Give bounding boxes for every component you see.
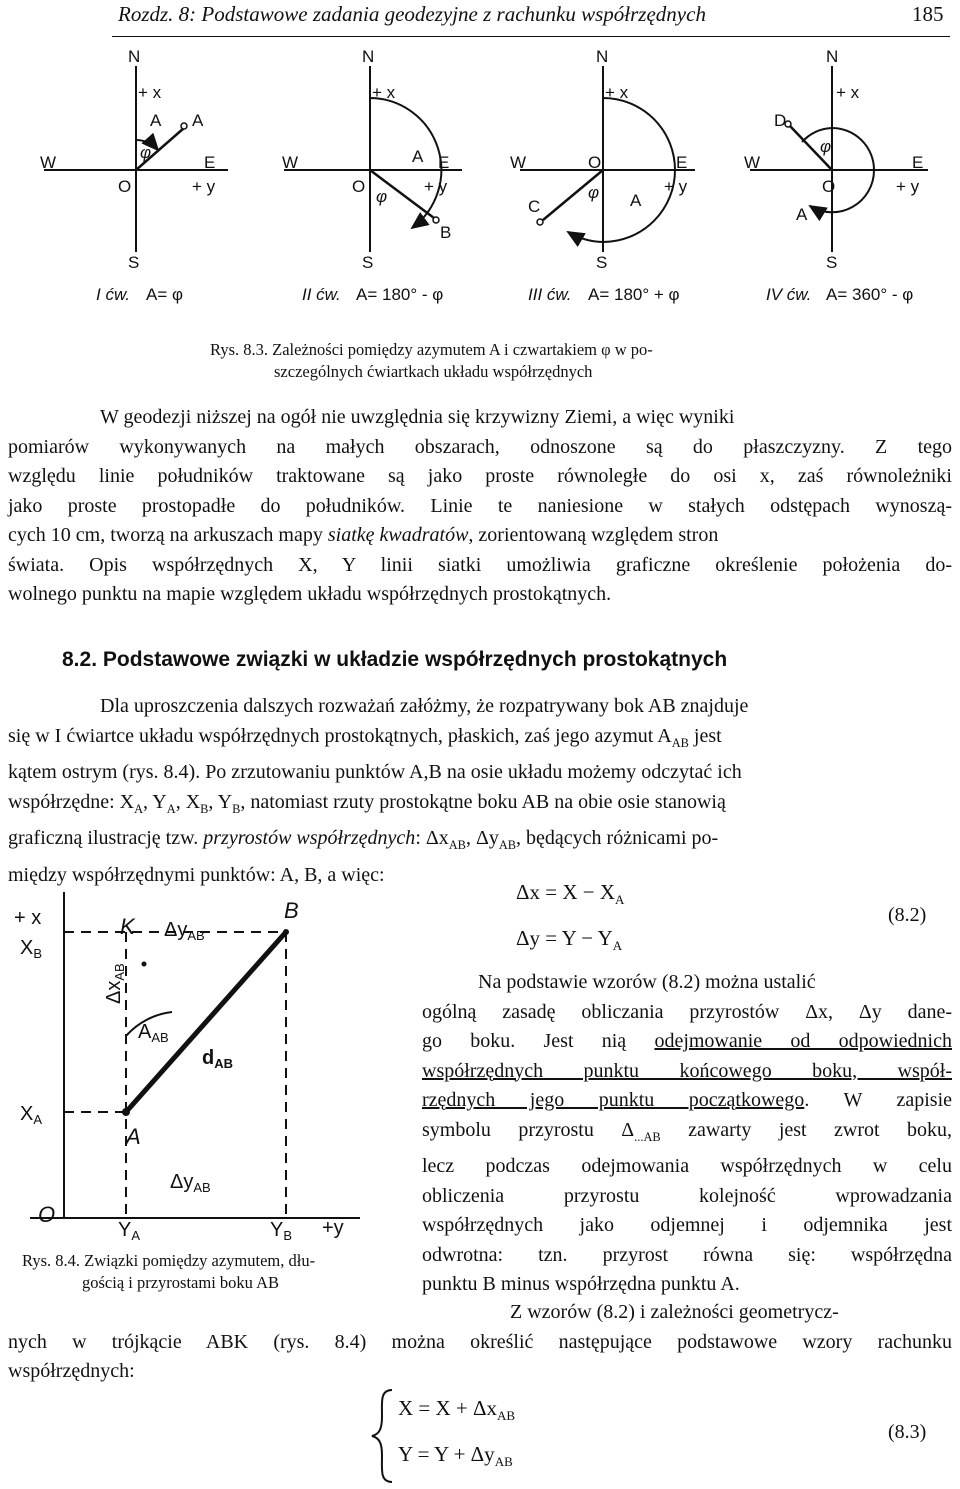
yb-label: $Y_B$ [270,1219,293,1243]
point-a-label: A [630,191,642,210]
plus-y-label: + y [896,177,920,196]
point-a-label: A [796,205,808,224]
quadrant-formula: A= 180° + φ [588,285,680,304]
phi-label: φ [588,183,600,202]
point-b-label: B [440,223,452,242]
n-label: N [128,47,141,66]
ya-label: $Y_A$ [118,1219,141,1243]
point-a-label: A [192,111,204,130]
text-line: współrzędnych punktu końcowego boku, współ- [422,1059,952,1082]
figure-8-4-caption-line2: gością i przyrostami boku AB [82,1273,280,1292]
distance-ab-label: $d_{AB}$ [202,1047,233,1071]
page-number: 185 [912,2,944,26]
quadrant-label: III ćw. [528,285,572,304]
text-line: nych w trójkącie ABK (rys. 8.4) można określić następujące podstawowe wzory rachunku [8,1330,952,1353]
w-label: W [510,153,527,172]
phi-label: φ [376,187,388,206]
phi-label: φ [820,137,832,156]
text-line: odwrotna: tzn. przyrost równa się: współrzędna [422,1243,952,1266]
e-label: E [912,153,924,172]
text-line: kątem ostrym (rys. 8.4). Po zrzutowaniu punktów A,B na osie układu możemy odczytać ich [8,761,742,783]
point-a-label: A [412,147,424,166]
s-label: S [362,253,374,272]
figure-8-3 [0,40,960,330]
equation-8-3-line2: $Y = Y + \Delta y_{AB}$ [398,1442,513,1470]
xa-label: $X_A$ [20,1103,43,1127]
quadrant-formula: A= 180° - φ [356,285,444,304]
text-line: współrzędnych jako odjemnej i odjemnika jest [422,1214,952,1236]
equation-8-2-line2: $\Delta y = Y - Y_A$ [516,926,623,954]
text-line: względu linie południków traktowane są jako proste równoległe do osi x, zaś równoleżniki [8,465,952,487]
quadrant-label: I ćw. [96,285,131,304]
text-line: ogólną zasadę obliczania przyrostów Δx, Δy dane- [422,1000,952,1023]
equation-8-2-line1: $\Delta x = X - X_A$ [516,880,625,908]
text-line: jako proste prostopadłe do południków. Linie te naniesione w stałych odstępach wynoszą- [8,494,952,517]
paragraph-1 [8,403,952,610]
text-line: graficzną ilustrację tzw. przyrostów współrzędnych: $\Delta x_{AB}$, $\Delta y_{AB}$, będących różnicami po- [8,827,719,852]
n-label: N [362,47,375,66]
e-label: E [204,153,216,172]
point-c-label: C [528,197,541,216]
origin-label: O [588,153,602,172]
n-label: N [596,47,609,66]
origin-label: O [38,1202,56,1227]
n-label: N [826,47,839,66]
origin-label: O [352,177,366,196]
phi-label: φ [140,143,152,162]
quadrant-formula: A= 360° - φ [826,285,914,304]
equation-8-3-number: (8.3) [888,1421,927,1443]
text-line: Na podstawie wzorów (8.2) można ustalić [478,971,816,993]
s-label: S [596,253,608,272]
figure-8-3-caption-line1: Rys. 8.3. Zależności pomiędzy azymutem A i czwartakiem φ w po- [210,340,653,359]
text-line: go boku. Jest nią odejmowanie od odpowiednich [422,1030,952,1052]
text-line: świata. Opis współrzędnych X, Y linii siatki umożliwia graficzne określenie położenia do- [8,553,952,576]
quadrant-label: II ćw. [302,285,341,304]
plus-y-label: + y [664,177,688,196]
text-line: między współrzędnymi punktów: A, B, a więc: [8,863,385,886]
header-rule [112,36,950,37]
text-line: lecz podczas odejmowania współrzędnych w celu [422,1155,952,1177]
text-line: współrzędne: $X_A$, $Y_A$, $X_B$, $Y_B$, natomiast rzuty prostokątne boku AB na obie osie stanowią [8,790,726,816]
e-label: E [438,153,450,172]
equation-8-2-number: (8.2) [888,904,927,926]
point-d-label: D [774,111,787,130]
text-line: pomiarów wykonywanych na małych obszarach, odnoszone są do płaszczyzny. Z tego [8,435,952,458]
dy-top-label: $\Delta y_{AB}$ [164,919,205,943]
plus-x-label: + x [14,907,42,929]
dx-label: $\Delta x_{AB}$ [103,963,127,1004]
text-line: punktu B minus współrzędna punktu A. [422,1273,740,1295]
text-line: rzędnych jego punktu początkowego. W zapisie [422,1089,953,1111]
quadrant-label: IV ćw. [766,285,812,304]
azimuth-ab-label: $A_{AB}$ [138,1021,169,1045]
quadrant-formula: A= φ [146,285,184,304]
origin-label: O [822,177,836,196]
text-line: cych 10 cm, tworzą na arkuszach mapy siatkę kwadratów, zorientowaną względem stron [8,524,719,546]
left-brace-icon [368,1386,398,1486]
text-line: Z wzorów (8.2) i zależności geometrycz- [510,1301,839,1323]
plus-x-label: + x [372,83,396,102]
s-label: S [128,253,140,272]
text-line: symbolu przyrostu $\Delta_{...AB}$ zawarty jest zwrot boku, [422,1118,952,1144]
origin-label: O [118,177,132,196]
figure-8-3-caption-line2: szczególnych ćwiartkach układu współrzędnych [274,362,593,381]
paragraph-3 [8,1298,952,1387]
right-column-text [422,968,952,1300]
point-b-label: B [284,898,299,923]
equation-8-3-line1: $X = X + \Delta x_{AB}$ [398,1396,516,1424]
w-label: W [744,153,761,172]
paragraph-2 [8,692,952,890]
point-a-label: A [150,111,162,130]
text-line: się w I ćwiartce układu współrzędnych prostokątnych, płaskich, zaś jego azymut $A_{AB}$ jest [8,724,722,750]
section-title: 8.2. Podstawowe związki w układzie współrzędnych prostokątnych [62,648,728,671]
plus-x-label: + x [605,83,629,102]
xb-label: $X_B$ [20,937,43,961]
figure-8-4-caption-line1: Rys. 8.4. Związki pomiędzy azymutem, dłu- [22,1251,316,1270]
point-a-label: A [126,1124,141,1149]
s-label: S [826,253,838,272]
e-label: E [676,153,688,172]
plus-y-label: + y [424,177,448,196]
text-line: wolnego punktu na mapie względem układu współrzędnych prostokątnych. [8,583,612,605]
w-label: W [40,153,57,172]
plus-x-label: + x [836,83,860,102]
text-line: W geodezji niższej na ogół nie uwzględnia się krzywizny Ziemi, a więc wyniki [100,406,735,428]
plus-y-label: + y [192,177,216,196]
running-header: Rozdz. 8: Podstawowe zadania geodezyjne z rachunku współrzędnych [118,2,706,26]
text-line: Dla uproszczenia dalszych rozważań załóżmy, że rozpatrywany bok AB znajduje [100,695,749,717]
plus-y-label: +y [322,1217,344,1239]
figure-8-4 [0,888,410,1248]
emphasis: siatkę kwadratów [327,524,469,546]
point-k-label: K [120,914,135,939]
text-line: współrzędnych: [8,1360,135,1382]
plus-x-label: + x [138,83,162,102]
text-line: obliczenia przyrostu kolejność wprowadzania [422,1184,952,1207]
w-label: W [282,153,299,172]
dy-bottom-label: $\Delta y_{AB}$ [170,1171,211,1195]
